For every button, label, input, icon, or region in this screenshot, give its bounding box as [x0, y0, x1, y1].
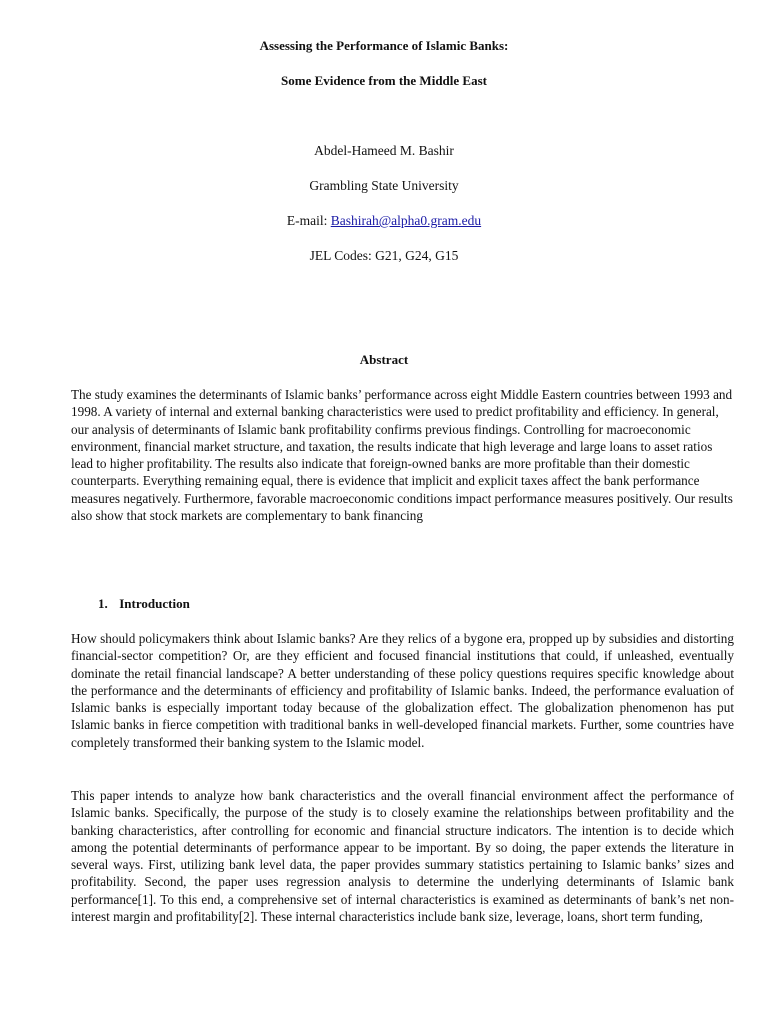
- intro-paragraph-1: How should policymakers think about Islamic banks? Are they relics of a bygone era, propped up by subsidies and distorting financial-sector competition? Or, are they efficient and focused financial institutions that could, if unleashed, eventually dominate the retail financial landscape? A better understanding of these policy questions requires specific knowledge about the performance and the determinants of efficiency and profitability of Islamic banks. Indeed, the performance evaluation of Islamic banks is especially important today because of the globalization effect. The globalization phenomenon has put Islamic banks in fierce competition with traditional banks in well-developed financial markets. Further, some countries have completely transformed their banking system to the Islamic model.: [71, 631, 734, 750]
- abstract-text: The study examines the determinants of Islamic banks’ performance across eight Middle Eastern countries between 1993 and 1998. A variety of internal and external banking characteristics were used to predict profitability and efficiency. In general, our analysis of determinants of Islamic bank profitability confirms previous findings. Controlling for macroeconomic environment, financial market structure, and taxation, the results indicate that high leverage and large loans to asset ratios lead to higher profitability. The results also indicate that foreign-owned banks are more profitable than their domestic counterparts. Everything remaining equal, there is evidence that implicit and explicit taxes affect the bank performance measures negatively. Furthermore, favorable macroeconomic conditions impact performance measures positively. Our results also show that stock markets are complementary to bank financing: [71, 387, 733, 524]
- intro-paragraph-2: This paper intends to analyze how bank characteristics and the overall financial environment affect the performance of Islamic banks. Specifically, the purpose of the study is to closely examine the relationships between profitability and the banking characteristics, after controlling for economic and financial structure indicators. The intention is to decide which among the potential determinants of performance appear to be important. By so doing, the paper extends the literature in several ways. First, utilizing bank level data, the paper provides summary statistics pertaining to Islamic banks’ sizes and profitability. Second, the paper uses regression analysis to determine the underlying determinants of Islamic bank performance[1]. To this end, a comprehensive set of internal characteristics is examined as determinants of bank’s net non-interest margin and profitability[2]. These internal characteristics include bank size, leverage, loans, short term funding,: [71, 788, 734, 925]
- section-title: Introduction: [119, 596, 190, 611]
- author-name: Abdel-Hameed M. Bashir: [314, 143, 454, 158]
- section-number: 1.: [98, 596, 108, 611]
- email-link[interactable]: Bashirah@alpha0.gram.edu: [330, 213, 482, 228]
- paper-title-line1: Assessing the Performance of Islamic Banks:: [259, 38, 509, 53]
- email-label: E-mail:: [286, 213, 331, 228]
- author-email: [0, 212, 768, 229]
- jel-codes: JEL Codes: G21, G24, G15: [309, 248, 459, 263]
- section-heading-introduction: [98, 596, 190, 612]
- author-affiliation: Grambling State University: [309, 178, 459, 193]
- abstract-heading: Abstract: [359, 352, 409, 367]
- paper-title-line2: Some Evidence from the Middle East: [281, 73, 487, 88]
